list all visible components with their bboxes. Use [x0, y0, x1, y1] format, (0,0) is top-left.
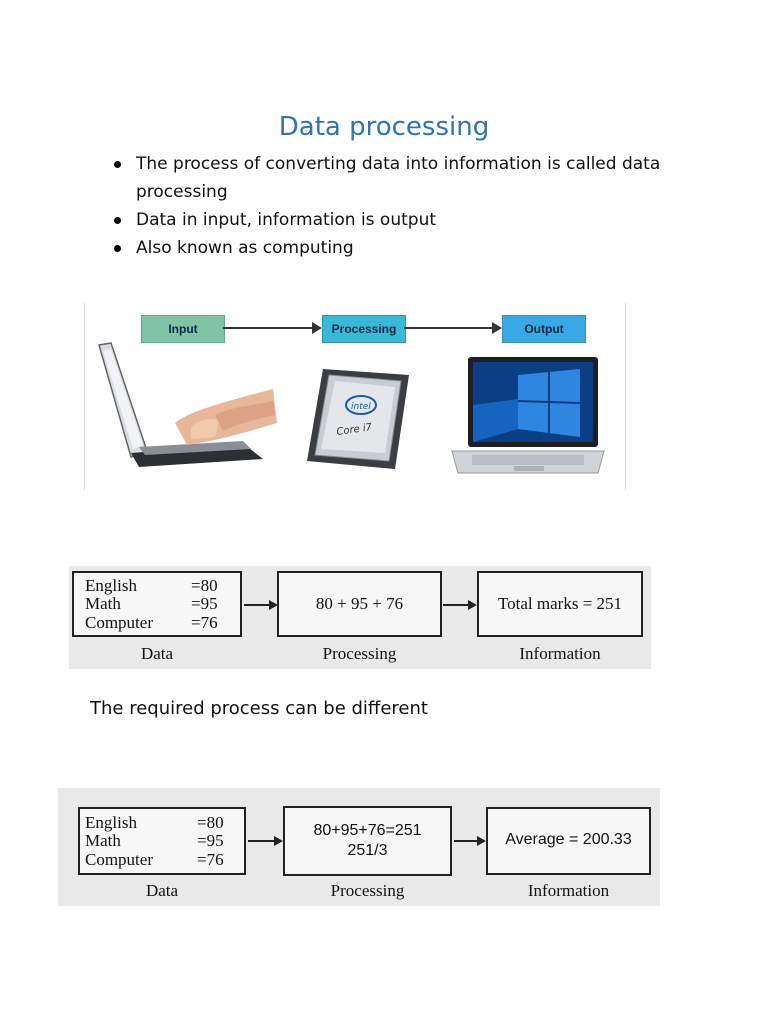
arrow-icon	[443, 604, 475, 606]
flow-arrow-icon	[223, 327, 320, 329]
marks-diagram-average	[58, 788, 660, 906]
data-box	[78, 807, 246, 875]
computing-illustration	[84, 303, 626, 490]
data-value: =95	[197, 831, 224, 850]
caption-data: Data	[145, 881, 179, 900]
arrow-icon	[248, 840, 281, 842]
flow-input-box: Input	[141, 315, 225, 343]
chip-model: Core i7	[335, 422, 373, 438]
flow-processing-box: Processing	[322, 315, 406, 343]
information-box	[477, 571, 643, 637]
bullet-item	[112, 150, 672, 206]
chip-brand: intel	[351, 402, 371, 412]
data-value: =76	[191, 613, 218, 632]
data-subject: Math	[85, 594, 121, 613]
data-subject: English	[85, 576, 137, 595]
caption-processing: Processing	[322, 644, 397, 663]
flow-arrow-icon	[404, 327, 500, 329]
data-subject: Computer	[85, 850, 153, 869]
note-text: The required process can be different	[90, 698, 428, 719]
data-box	[72, 571, 242, 637]
information-text: Total marks = 251	[497, 594, 623, 613]
cpu-chip-icon	[303, 365, 413, 471]
bullet-text: Also known as computing	[136, 238, 354, 258]
marks-diagram-total	[69, 566, 651, 669]
arrow-icon	[454, 840, 484, 842]
caption-processing: Processing	[330, 881, 405, 900]
data-value: =80	[191, 576, 218, 595]
information-text: Average = 200.33	[505, 831, 632, 848]
windows-laptop-icon	[448, 355, 608, 483]
processing-line1: 80+95+76=251	[313, 822, 422, 839]
processing-line2: 251/3	[347, 842, 388, 859]
bullet-dot-icon	[114, 217, 121, 224]
page-title: Data processing	[278, 112, 490, 142]
caption-data: Data	[140, 644, 174, 663]
data-subject: Computer	[85, 613, 153, 632]
data-value: =95	[191, 594, 218, 613]
data-subject: English	[85, 813, 137, 832]
processing-text: 80 + 95 + 76	[315, 594, 404, 613]
flow-output-box: Output	[502, 315, 586, 343]
data-subject: Math	[85, 831, 121, 850]
bullet-list	[112, 150, 672, 262]
bullet-dot-icon	[114, 161, 121, 168]
data-value: =80	[197, 813, 224, 832]
bullet-text: Data in input, information is output	[136, 210, 437, 230]
bullet-item	[112, 206, 672, 234]
processing-box	[283, 806, 452, 876]
data-value: =76	[197, 850, 224, 869]
processing-box	[277, 571, 442, 637]
typing-laptop-icon	[95, 341, 280, 469]
caption-information: Information	[527, 881, 610, 900]
bullet-text: The process of converting data into information is called data processing	[136, 154, 661, 202]
caption-information: Information	[519, 644, 601, 663]
bullet-dot-icon	[114, 245, 121, 252]
arrow-icon	[244, 604, 276, 606]
information-box	[486, 807, 651, 875]
bullet-item	[112, 234, 672, 262]
